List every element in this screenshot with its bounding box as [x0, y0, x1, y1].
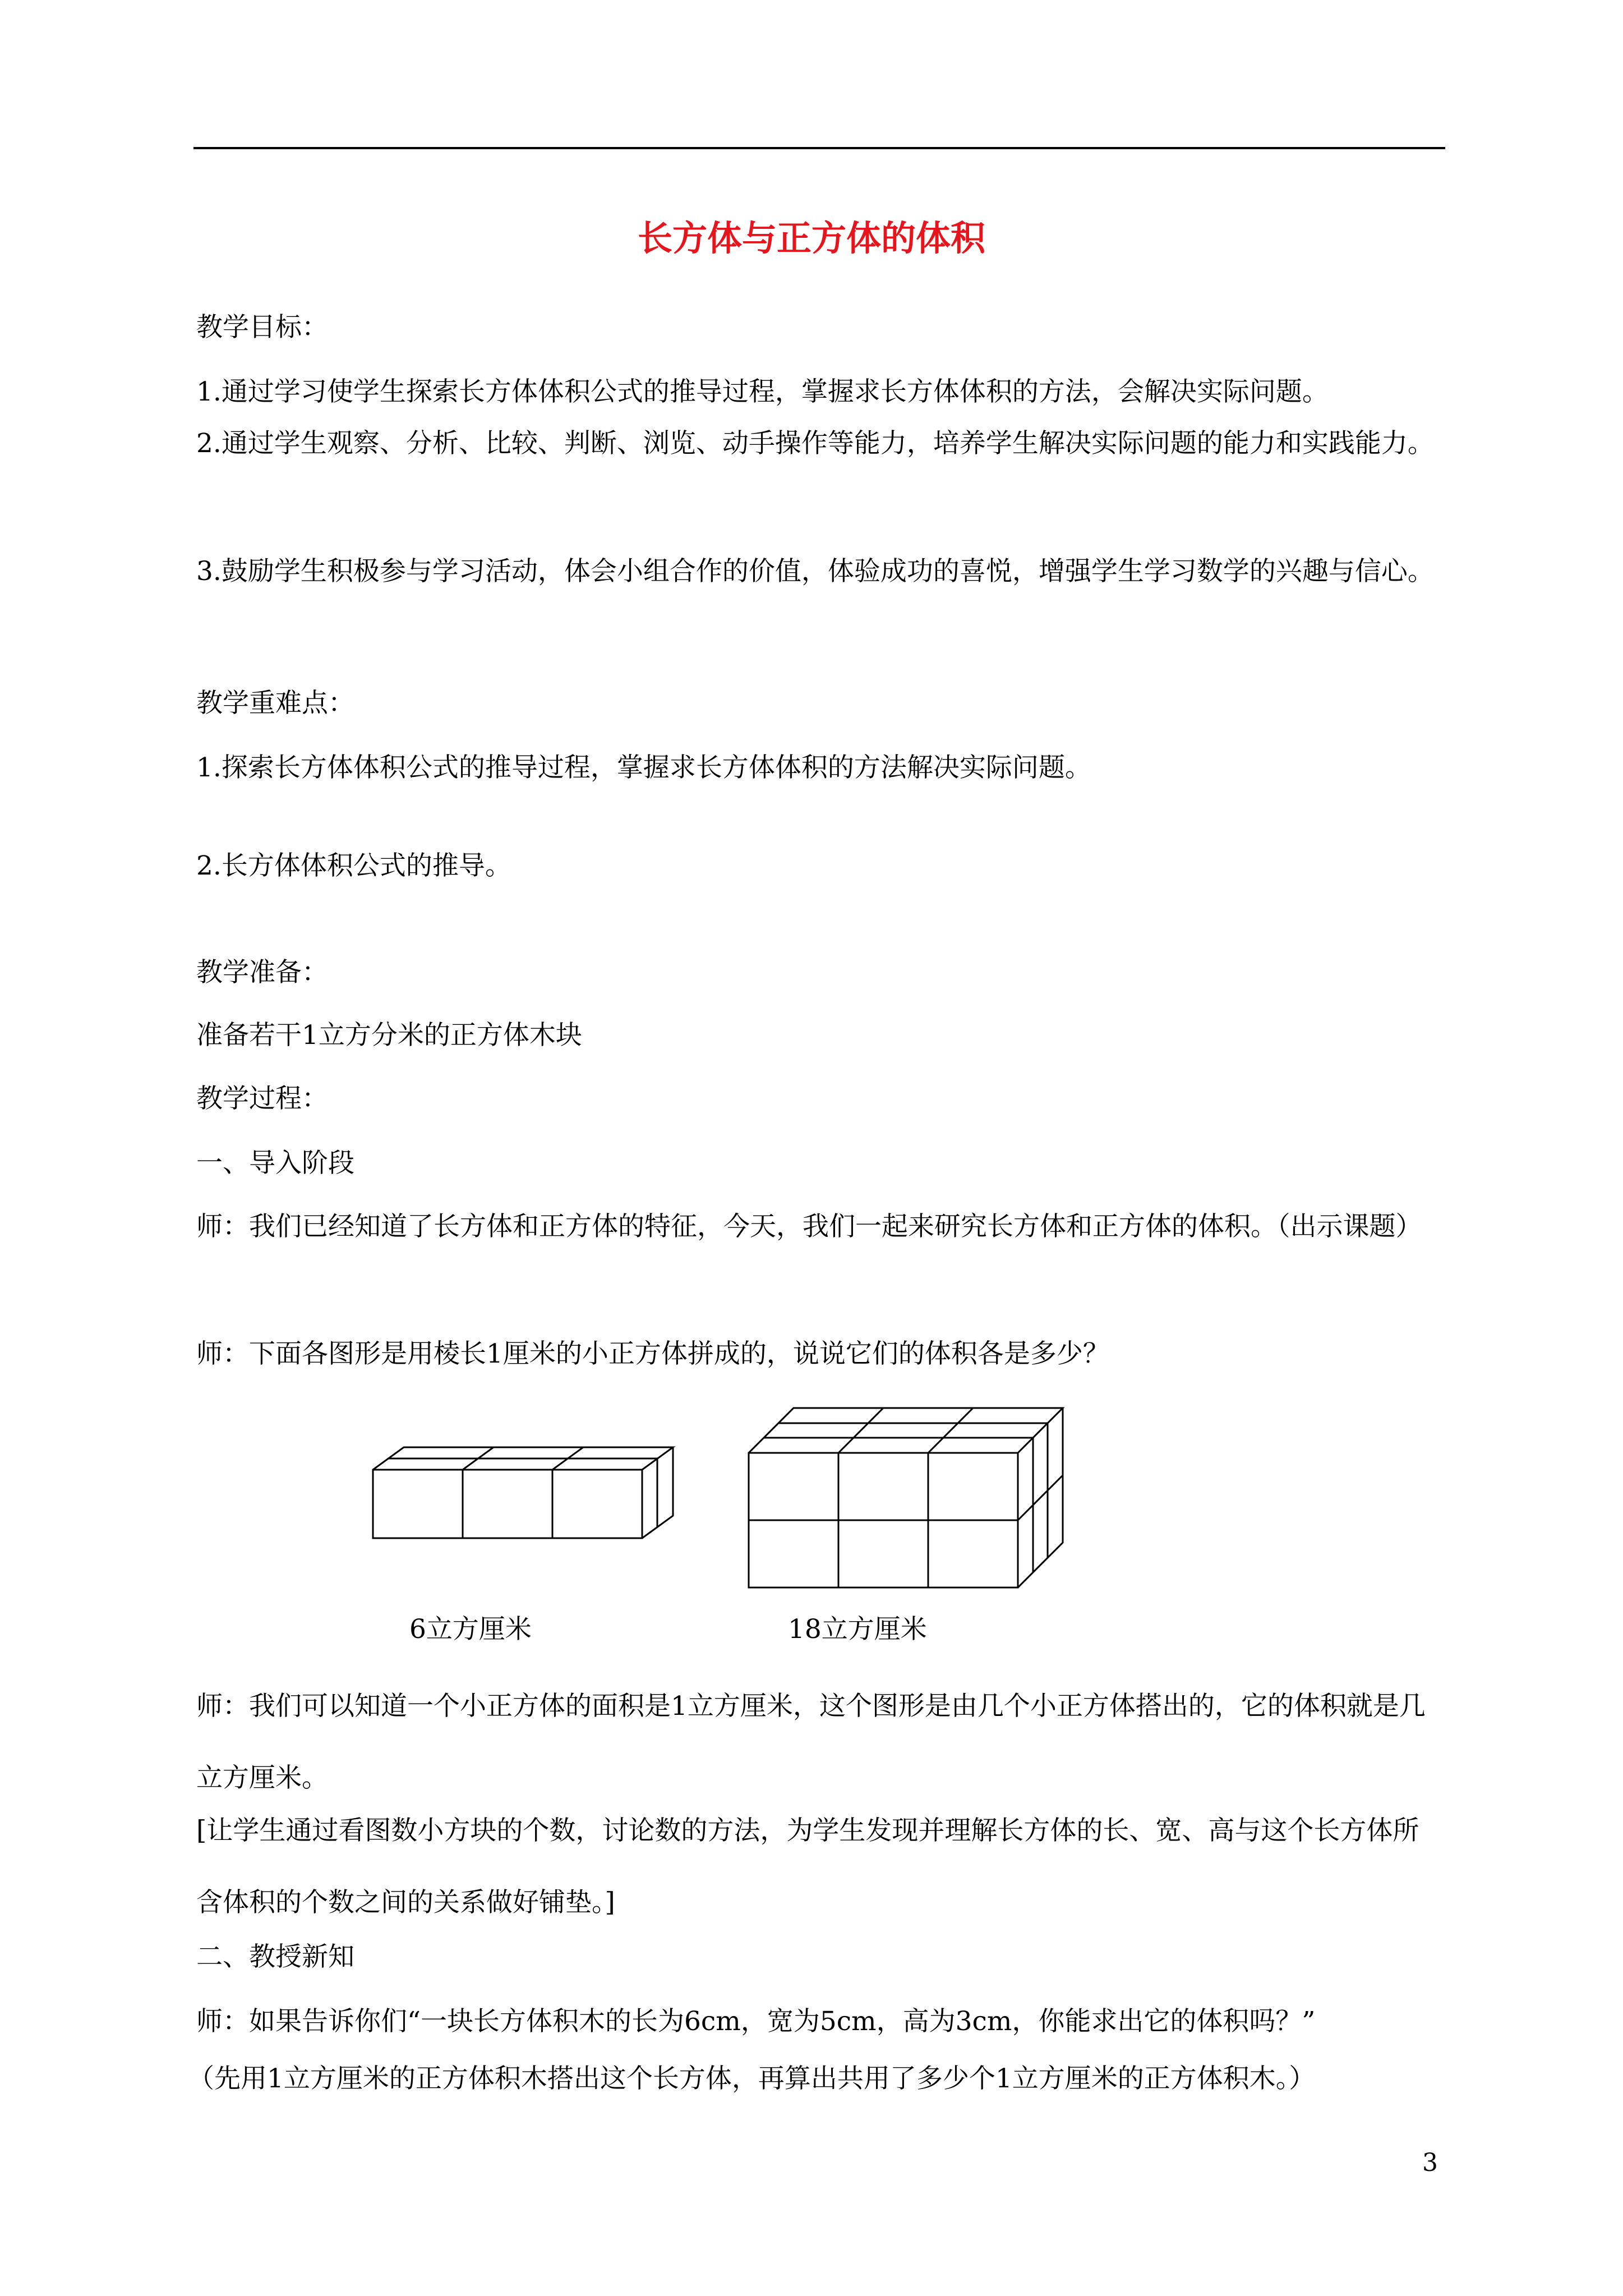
- paragraph-teacher-5: （先用1立方厘米的正方体积木搭出这个长方体，再算出共用了多少个1立方厘米的正方体积木。）: [188, 2063, 1316, 2094]
- paragraph-teacher-3: 师：我们可以知道一个小正方体的面积是1立方厘米，这个图形是由几个小正方体搭出的，它的体积就是几立方厘米。: [196, 1691, 1426, 1793]
- paragraph-teacher-2: 师：下面各图形是用棱长1厘米的小正方体拼成的，说说它们的体积各是多少？: [196, 1338, 1109, 1369]
- paragraph-objective-3: 3.鼓励学生积极参与学习活动，体会小组合作的价值，体验成功的喜悦，增强学生学习数学的兴趣与信心。: [196, 556, 1434, 587]
- paragraph-objective-2: 2.通过学生观察、分析、比较、判断、浏览、动手操作等能力，培养学生解决实际问题的能力和实践能力。: [196, 428, 1434, 459]
- paragraph-process-heading: 教学过程：: [196, 1083, 328, 1114]
- paragraph-preparation: 准备若干1立方分米的正方体木块: [196, 1020, 582, 1051]
- paragraph-teacher-4: 师：如果告诉你们“一块长方体积木的长为6cm，宽为5cm，高为3cm，你能求出它的体积吗？”: [196, 2006, 1316, 2037]
- paragraph-section-2-heading: 二、教授新知: [196, 1941, 354, 1972]
- page-number: 3: [1422, 2148, 1438, 2177]
- header-rule: [193, 147, 1445, 149]
- paragraph-teacher-1: 师：我们已经知道了长方体和正方体的特征，今天，我们一起来研究长方体和正方体的体积。（出示课题）: [196, 1211, 1422, 1242]
- cube-figure: [359, 1391, 1110, 1593]
- caption-six-cubic-cm: 6立方厘米: [409, 1614, 532, 1645]
- paragraph-objectives-heading: 教学目标：: [196, 312, 328, 343]
- paragraph-keypoint-2: 2.长方体体积公式的推导。: [196, 850, 511, 881]
- paragraph-keypoint-1: 1.探索长方体体积公式的推导过程，掌握求长方体体积的方法解决实际问题。: [196, 752, 1091, 783]
- paragraph-teaching-note: [让学生通过看图数小方块的个数，讨论数的方法，为学生发现并理解长方体的长、宽、高与这个长方体所含体积的个数之间的关系做好铺垫。]: [196, 1815, 1419, 1918]
- paragraph-objective-1: 1.通过学习使学生探索长方体体积公式的推导过程，掌握求长方体体积的方法，会解决实际问题。: [196, 376, 1329, 407]
- paragraph-keypoints-heading: 教学重难点：: [196, 688, 354, 719]
- eighteen-cube-block: [749, 1408, 1063, 1588]
- cube-drawings: [359, 1391, 1110, 1593]
- document-title: 长方体与正方体的体积: [637, 218, 985, 259]
- paragraph-preparation-heading: 教学准备：: [196, 957, 328, 988]
- caption-eighteen-cubic-cm: 18立方厘米: [788, 1614, 927, 1645]
- six-cube-block: [373, 1447, 673, 1538]
- paragraph-section-1-heading: 一、导入阶段: [196, 1148, 354, 1179]
